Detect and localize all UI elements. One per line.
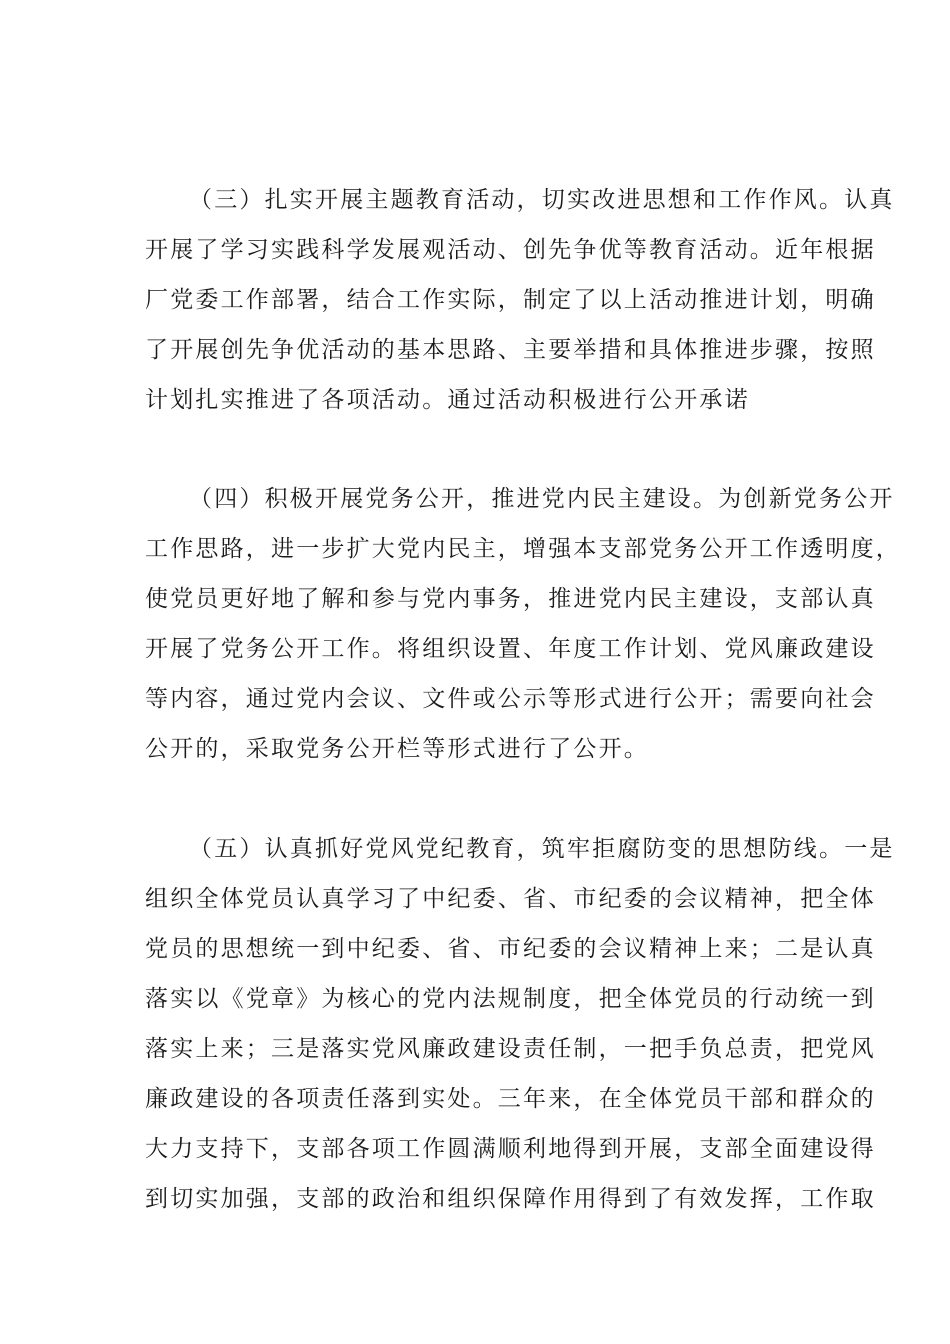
text-line: （四）积极开展党务公开，推进党内民主建设。为创新党务公开	[189, 486, 895, 512]
paragraph-section-4	[145, 474, 901, 774]
text-line: 工作思路，进一步扩大党内民主，增强本支部党务公开工作透明度，	[145, 536, 901, 562]
text-line: 计划扎实推进了各项活动。通过活动积极进行公开承诺	[145, 387, 750, 413]
text-line: 了开展创先争优活动的基本思路、主要举措和具体推进步骤，按照	[145, 337, 876, 363]
text-line: 等内容，通过党内会议、文件或公示等形式进行公开；需要向社会	[145, 686, 876, 712]
text-line: 党员的思想统一到中纪委、省、市纪委的会议精神上来；二是认真	[145, 936, 876, 962]
text-line: 开展了学习实践科学发展观活动、创先争优等教育活动。近年根据	[145, 237, 876, 263]
text-line: 厂党委工作部署，结合工作实际，制定了以上活动推进计划，明确	[145, 287, 876, 313]
text-line: 到切实加强，支部的政治和组织保障作用得到了有效发挥，工作取	[145, 1186, 876, 1212]
text-line: （三）扎实开展主题教育活动，切实改进思想和工作作风。认真	[189, 187, 895, 213]
text-line: 公开的，采取党务公开栏等形式进行了公开。	[145, 736, 649, 762]
text-line: 落实以《党章》为核心的党内法规制度，把全体党员的行动统一到	[145, 986, 876, 1012]
text-line: 使党员更好地了解和参与党内事务，推进党内民主建设，支部认真	[145, 586, 876, 612]
text-line: 廉政建设的各项责任落到实处。三年来，在全体党员干部和群众的	[145, 1086, 876, 1112]
paragraph-section-3	[145, 175, 895, 425]
text-line: （五）认真抓好党风党纪教育，筑牢拒腐防变的思想防线。一是	[189, 836, 895, 862]
text-line: 组织全体党员认真学习了中纪委、省、市纪委的会议精神，把全体	[145, 886, 876, 912]
text-line: 开展了党务公开工作。将组织设置、年度工作计划、党风廉政建设	[145, 636, 876, 662]
text-line: 大力支持下，支部各项工作圆满顺利地得到开展，支部全面建设得	[145, 1136, 876, 1162]
text-line: 落实上来；三是落实党风廉政建设责任制，一把手负总责，把党风	[145, 1036, 876, 1062]
paragraph-section-5	[145, 824, 895, 1224]
